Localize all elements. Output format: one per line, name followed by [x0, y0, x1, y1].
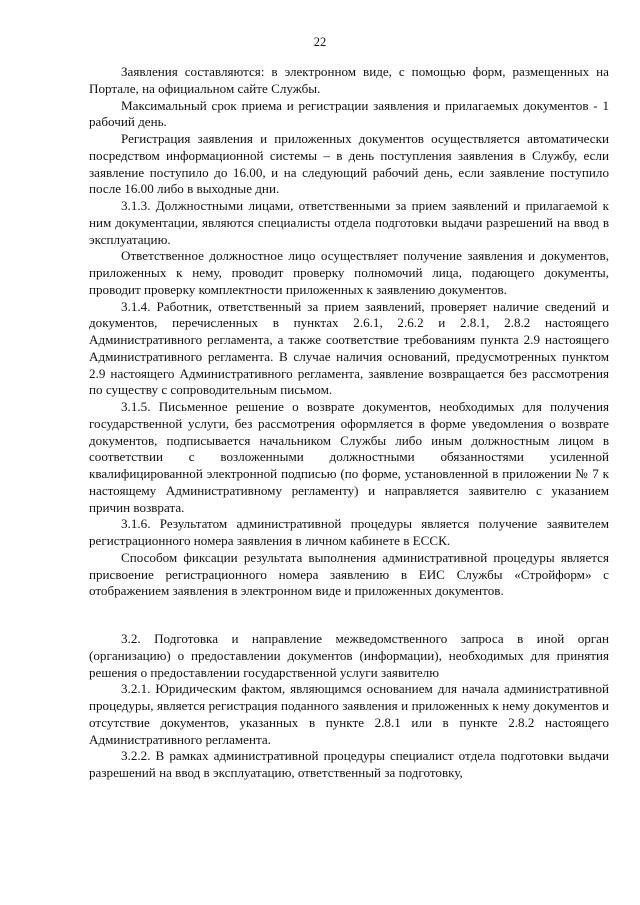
section-gap [89, 600, 609, 631]
section-heading-3-2: 3.2. Подготовка и направление межведомственного запроса в иной орган (организацию) о предоставлении документов (информации), необходимых для принятия решения о предоставлении государственной услуги заявителю [89, 631, 609, 680]
paragraph-3-2-2: 3.2.2. В рамках административной процедуры специалист отдела подготовки выдачи разрешений на ввод в эксплуатацию, ответственный за подготовку, [89, 748, 609, 780]
paragraph-automatic-registration: Регистрация заявления и приложенных документов осуществляется автоматически посредством информационной системы – в день поступления заявления в Службу, если заявление поступило до 16.00, и на следующий рабочий день, если заявление поступило после 16.00 либо в выходные дни. [89, 131, 609, 197]
paragraph-3-1-5: 3.1.5. Письменное решение о возврате документов, необходимых для получения государственной услуги, без рассмотрения оформляется в форме уведомления о возврате документов, подписывается начальником Службы либо иным должностным лицом в соответствии с возложенными должностными обязанностями усиленной квалифицированной электронной подписью (по форме, установленной в приложении № 7 к настоящему Административному регламенту) и направляется заявителю с указанием причин возврата. [89, 399, 609, 515]
paragraph-3-2-1: 3.2.1. Юридическим фактом, являющимся основанием для начала административной процедуры, является регистрация поданного заявления и приложенных к нему документов и отсутствие документов, указанных в пункте 2.8.1 или в пункте 2.8.2 настоящего Административного регламента. [89, 681, 609, 747]
paragraph-3-1-6: 3.1.6. Результатом административной процедуры является получение заявителем регистрационного номера заявления в личном кабинете в ЕССК. [89, 516, 609, 548]
paragraph-fixation-method: Способом фиксации результата выполнения административной процедуры является присвоение регистрационного номера заявлению в ЕИС Службы «Стройформ» с отображением заявления в электронном виде и приложенных документов. [89, 549, 609, 599]
document-body [89, 64, 609, 782]
paragraph-responsible-official: Ответственное должностное лицо осуществляет получение заявления и документов, приложенных к нему, проводит проверку полномочий лица, подающего документы, проводит проверку комплектности приложенных к заявлению документов. [89, 248, 609, 297]
paragraph-max-registration-time: Максимальный срок приема и регистрации заявления и прилагаемых документов - 1 рабочий день. [89, 97, 609, 130]
paragraph-3-1-4: 3.1.4. Работник, ответственный за прием заявлений, проверяет наличие сведений и документов, перечисленных в пунктах 2.6.1, 2.6.2 и 2.8.1, 2.8.2 настоящего Административного регламента, а также соответствие требованиям пункта 2.9 настоящего Административного регламента. В случае наличия оснований, предусмотренных пунктом 2.9 настоящего Административного регламента, заявление возвращается без рассмотрения по существу с сопроводительным письмом. [89, 298, 609, 398]
page-number: 22 [313, 35, 327, 49]
paragraph-application-format: Заявления составляются: в электронном виде, с помощью форм, размещенных на Портале, на официальном сайте Службы. [89, 64, 609, 96]
paragraph-3-1-3: 3.1.3. Должностными лицами, ответственными за прием заявлений и прилагаемой к ним документации, являются специалисты отдела подготовки выдачи разрешений на ввод в эксплуатацию. [89, 198, 609, 247]
